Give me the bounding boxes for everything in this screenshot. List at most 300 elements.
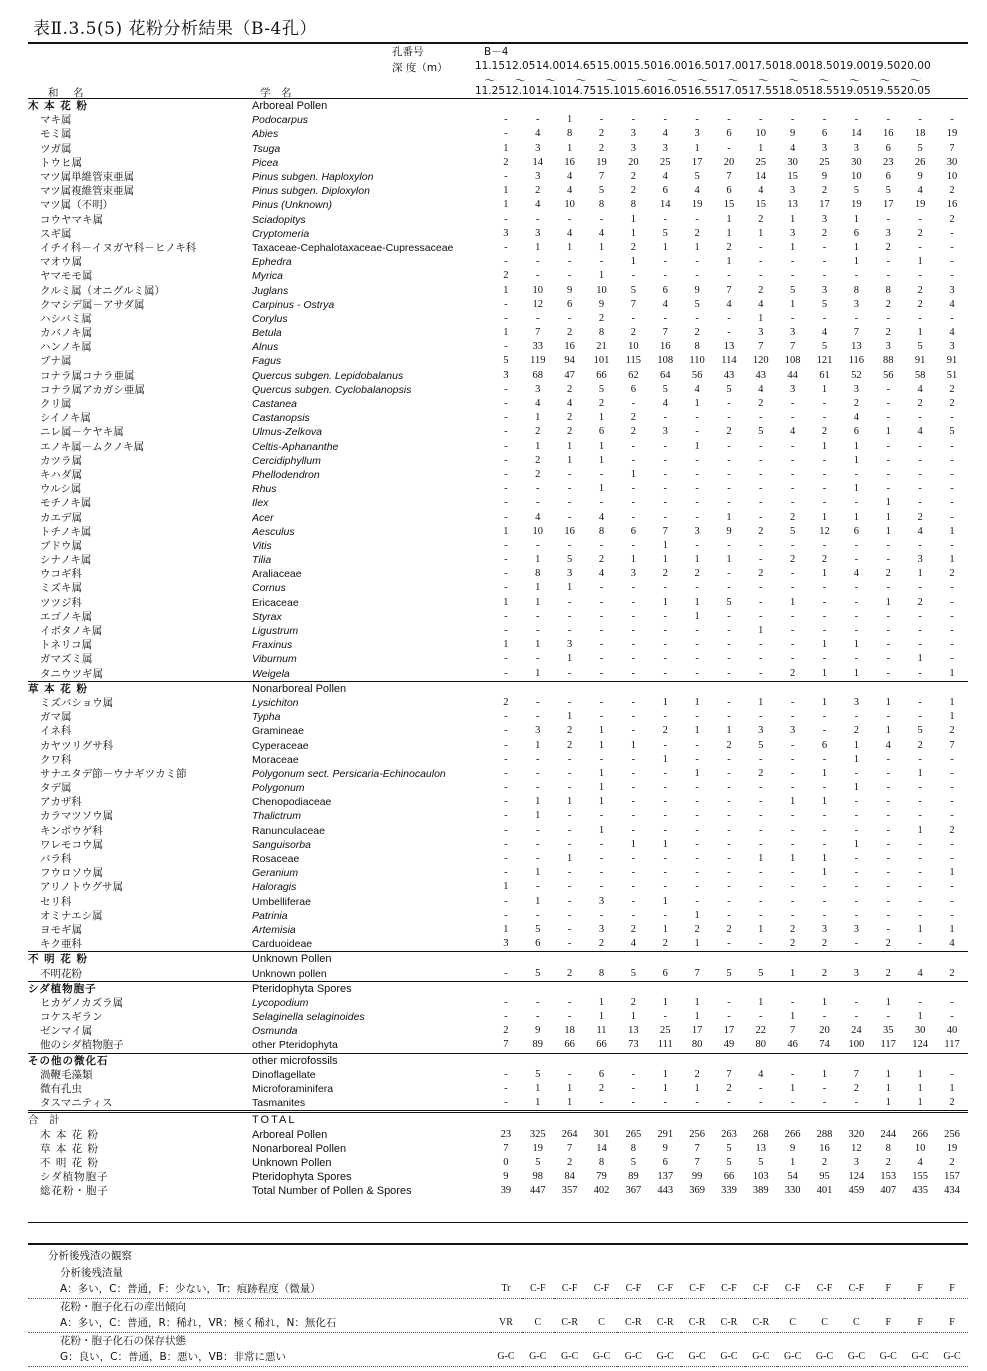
count-cell: - xyxy=(631,539,636,551)
count-cell: 2 xyxy=(694,227,700,239)
depth-tilde: ～ xyxy=(545,74,557,87)
count-cell: 266 xyxy=(912,1128,928,1140)
count-cell: - xyxy=(536,824,540,836)
count-cell: - xyxy=(918,853,922,865)
count-cell: 73 xyxy=(628,1039,639,1051)
count-cell: 39 xyxy=(500,1185,512,1197)
count-cell: - xyxy=(918,996,922,1008)
count-cell: 1 xyxy=(853,440,859,452)
depth-tilde: ～ xyxy=(514,74,526,87)
count-cell: - xyxy=(567,824,572,836)
japanese-name: フウロソウ属 xyxy=(40,867,103,880)
count-cell: - xyxy=(727,142,731,154)
count-cell: 1 xyxy=(662,539,668,551)
count-cell: - xyxy=(536,653,540,665)
residue-cell: G-C xyxy=(904,1349,936,1366)
count-cell: - xyxy=(599,667,604,679)
taxon-row xyxy=(28,425,968,439)
count-cell: - xyxy=(599,539,604,551)
count-cell: - xyxy=(822,539,827,551)
count-cell: 320 xyxy=(848,1128,865,1140)
count-cell xyxy=(490,952,522,967)
japanese-name: エゴノキ属 xyxy=(40,610,93,623)
count-cell: 1 xyxy=(949,923,955,935)
count-cell: 10 xyxy=(946,171,958,183)
count-cell: - xyxy=(663,440,667,452)
count-cell: - xyxy=(727,881,731,893)
count-cell: - xyxy=(567,696,572,708)
count-cell: 1 xyxy=(503,284,509,296)
count-cell: 49 xyxy=(723,1039,735,1051)
count-cell: - xyxy=(727,539,731,551)
count-cell: - xyxy=(790,838,795,850)
count-cell: 47 xyxy=(564,369,575,381)
count-cell: 1 xyxy=(567,241,573,253)
count-cell: 4 xyxy=(630,938,636,950)
count-cell: 2 xyxy=(917,596,923,608)
count-cell: 4 xyxy=(535,199,541,211)
count-cell: - xyxy=(504,454,508,466)
count-cell: 54 xyxy=(787,1171,798,1183)
count-cell: - xyxy=(663,256,667,268)
count-cell: - xyxy=(695,739,699,751)
count-cell: 268 xyxy=(752,1128,769,1140)
count-cell: 5 xyxy=(535,923,541,935)
japanese-name: タニウツギ属 xyxy=(40,667,103,680)
taxon-row xyxy=(28,326,968,340)
count-cell: - xyxy=(790,696,795,708)
count-cell: 4 xyxy=(790,426,796,438)
count-cell xyxy=(840,99,872,113)
count-cell: - xyxy=(790,996,795,1008)
count-cell: - xyxy=(918,440,922,452)
count-cell: 3 xyxy=(853,923,859,935)
count-cell xyxy=(586,1112,618,1128)
count-cell: 1 xyxy=(853,241,859,253)
scientific-name: Ligustrum xyxy=(252,625,299,638)
count-cell: 1 xyxy=(821,639,828,651)
count-cell: 99 xyxy=(691,1171,703,1183)
count-cell: - xyxy=(727,810,731,822)
count-cell: - xyxy=(504,725,508,737)
count-cell: 1 xyxy=(598,767,605,779)
count-cell: - xyxy=(759,596,763,608)
count-cell: 1 xyxy=(726,213,732,225)
scientific-name: Pteridophyta Spores xyxy=(252,1171,352,1184)
count-cell: 4 xyxy=(535,511,541,523)
count-cell: - xyxy=(663,867,667,879)
count-cell: - xyxy=(918,241,922,253)
count-cell xyxy=(904,1112,936,1128)
count-cell: 1 xyxy=(694,142,700,154)
taxon-row xyxy=(28,895,968,909)
count-cell: - xyxy=(631,725,636,737)
count-cell xyxy=(554,981,586,996)
count-cell: - xyxy=(504,909,508,921)
count-cell: - xyxy=(663,213,667,225)
count-cell: 2 xyxy=(630,241,636,253)
count-cell: - xyxy=(822,838,827,850)
count-cell: 35 xyxy=(882,1025,894,1037)
count-cell: 5 xyxy=(790,525,796,537)
count-cell: - xyxy=(504,511,508,523)
count-cell: 91 xyxy=(946,355,958,367)
taxon-row xyxy=(28,369,968,383)
count-cell: 1 xyxy=(567,796,573,808)
count-cell: - xyxy=(918,639,922,651)
taxon-row xyxy=(28,156,968,170)
count-cell: - xyxy=(663,1097,667,1109)
count-cell: - xyxy=(631,497,636,509)
count-cell: - xyxy=(695,483,699,495)
count-cell: 18 xyxy=(564,1025,575,1037)
residue-cell: Tr xyxy=(490,1281,522,1298)
count-cell: 459 xyxy=(848,1185,865,1197)
count-cell: - xyxy=(790,483,795,495)
count-cell: - xyxy=(950,539,954,551)
count-cell: 4 xyxy=(917,185,923,197)
count-cell: 2 xyxy=(949,185,955,197)
count-cell: 5 xyxy=(790,284,796,296)
count-cell: - xyxy=(950,996,954,1008)
count-cell: 6 xyxy=(726,128,732,140)
count-cell: - xyxy=(854,554,859,566)
japanese-name: アリノトウグサ属 xyxy=(40,881,124,894)
scientific-name: Geranium xyxy=(252,867,299,880)
scientific-name: Rhus xyxy=(252,483,277,496)
count-cell: 1 xyxy=(821,440,828,452)
scientific-name: Total Number of Pollen & Spores xyxy=(252,1185,412,1198)
count-cell: 2 xyxy=(821,967,828,979)
count-cell: - xyxy=(886,383,890,395)
depth-tilde: ～ xyxy=(849,74,861,87)
count-cell: 3 xyxy=(790,327,796,339)
scientific-name: Tilia xyxy=(252,554,272,567)
count-cell: 3 xyxy=(853,967,859,979)
count-cell: - xyxy=(504,625,508,637)
count-cell: - xyxy=(567,1011,572,1023)
count-cell: 157 xyxy=(944,1171,960,1183)
count-cell xyxy=(809,952,841,967)
count-cell: 61 xyxy=(819,369,830,381)
count-cell: 1 xyxy=(917,767,923,779)
count-cell: 1 xyxy=(662,895,668,907)
count-cell: 2 xyxy=(567,967,573,979)
count-cell xyxy=(554,99,586,113)
count-cell xyxy=(490,1112,522,1128)
count-cell: - xyxy=(695,711,699,723)
depth-from: 16.50 xyxy=(687,60,718,72)
taxon-row xyxy=(28,1096,968,1112)
count-cell: - xyxy=(567,881,572,893)
count-cell: 3 xyxy=(853,142,859,154)
count-cell: 3 xyxy=(949,284,955,296)
count-cell: 2 xyxy=(949,213,955,225)
count-cell: - xyxy=(504,312,508,324)
taxon-row xyxy=(28,113,968,127)
count-cell: 5 xyxy=(726,1156,732,1168)
count-cell: 2 xyxy=(630,426,636,438)
scientific-name: Podocarpus xyxy=(252,114,309,127)
count-cell: - xyxy=(822,711,827,723)
count-cell: 17 xyxy=(819,199,830,211)
count-cell: - xyxy=(567,996,572,1008)
count-cell: - xyxy=(536,909,540,921)
count-cell: 1 xyxy=(662,1083,668,1095)
count-cell: 1 xyxy=(885,696,891,708)
count-cell: - xyxy=(631,810,636,822)
count-cell xyxy=(522,99,554,113)
count-cell: 1 xyxy=(758,227,764,239)
count-cell: - xyxy=(918,213,922,225)
count-cell: - xyxy=(567,782,572,794)
count-cell: - xyxy=(918,312,922,324)
scientific-name: TOTAL xyxy=(252,1112,490,1128)
japanese-name: ミズキ属 xyxy=(40,582,82,595)
count-cell: - xyxy=(663,782,667,794)
count-cell: - xyxy=(790,114,795,126)
japanese-name: 木 本 花 粉 xyxy=(28,100,88,113)
count-cell: 1 xyxy=(758,923,764,935)
count-cell: - xyxy=(727,312,731,324)
taxon-row xyxy=(28,411,968,425)
count-cell: - xyxy=(504,114,508,126)
japanese-name: ニレ属－ケヤキ属 xyxy=(40,426,124,439)
count-cell: - xyxy=(504,810,508,822)
group-row xyxy=(28,1053,968,1068)
scientific-name: Sanguisorba xyxy=(252,838,311,851)
count-cell: - xyxy=(504,667,508,679)
count-cell: - xyxy=(950,1011,954,1023)
japanese-name: トウヒ属 xyxy=(40,156,82,169)
count-cell: - xyxy=(663,610,667,622)
count-cell: 1 xyxy=(885,596,891,608)
count-cell: 1 xyxy=(567,582,573,594)
taxon-row xyxy=(28,596,968,610)
count-cell: - xyxy=(918,625,922,637)
count-cell: - xyxy=(886,610,890,622)
count-cell: - xyxy=(886,782,890,794)
count-cell: 1 xyxy=(598,241,605,253)
count-cell: - xyxy=(567,867,572,879)
count-cell: - xyxy=(599,256,604,268)
taxon-row xyxy=(28,880,968,894)
scientific-name: Juglans xyxy=(252,284,289,297)
count-cell: - xyxy=(567,468,572,480)
count-cell: - xyxy=(695,838,699,850)
japanese-name: ワレモコウ属 xyxy=(40,838,103,851)
count-cell: - xyxy=(727,639,731,651)
count-cell: - xyxy=(759,895,763,907)
count-cell: 7 xyxy=(726,1068,732,1080)
japanese-name: スギ属 xyxy=(40,227,72,240)
count-cell: - xyxy=(950,895,954,907)
count-cell: - xyxy=(886,796,890,808)
count-cell: - xyxy=(759,824,763,836)
count-cell: - xyxy=(854,909,859,921)
count-cell: - xyxy=(854,497,859,509)
count-cell xyxy=(809,981,841,996)
taxon-row xyxy=(28,937,968,952)
scientific-name: Corylus xyxy=(252,312,288,325)
count-cell: 56 xyxy=(882,369,894,381)
count-cell: 89 xyxy=(628,1171,639,1183)
count-cell: 5 xyxy=(630,284,636,296)
count-cell: 2 xyxy=(821,227,828,239)
japanese-name: カラマツソウ属 xyxy=(40,810,114,823)
count-cell: 2 xyxy=(949,824,955,836)
count-cell: 7 xyxy=(662,525,668,537)
count-cell: 2 xyxy=(726,1083,732,1095)
japanese-name: サナエタデ節－ウナギツカミ節 xyxy=(40,767,187,780)
residue-cell: C-R xyxy=(649,1315,681,1332)
japanese-name: バラ科 xyxy=(40,853,72,866)
scientific-name: Tasmanites xyxy=(252,1097,306,1110)
count-cell: - xyxy=(759,782,763,794)
residue-title-row xyxy=(28,1265,968,1282)
count-cell: 2 xyxy=(917,739,923,751)
count-cell: 1 xyxy=(790,853,796,865)
count-cell: 6 xyxy=(598,1068,605,1080)
depth-from: 18.00 xyxy=(778,60,810,72)
count-cell: 16 xyxy=(564,156,575,168)
count-cell: - xyxy=(695,256,699,268)
depth-to: 14.10 xyxy=(535,85,566,97)
count-cell: 94 xyxy=(564,355,575,367)
count-cell: - xyxy=(727,767,731,779)
count-cell: 25 xyxy=(659,1025,671,1037)
count-cell: 7 xyxy=(726,284,732,296)
scientific-name: Lycopodium xyxy=(252,996,309,1009)
residue-cell: C-F xyxy=(649,1281,681,1298)
count-cell: 1 xyxy=(853,454,859,466)
residue-title: 分析後残渣量 xyxy=(60,1266,123,1279)
taxon-row xyxy=(28,696,968,710)
count-cell: 26 xyxy=(914,156,926,168)
japanese-name: クワ科 xyxy=(40,753,72,766)
residue-cell: C xyxy=(522,1315,554,1332)
count-cell: - xyxy=(886,909,890,921)
count-cell: - xyxy=(918,114,922,126)
count-cell: 1 xyxy=(949,525,955,537)
count-cell: 4 xyxy=(758,185,764,197)
count-cell: 1 xyxy=(821,1068,828,1080)
count-cell: 3 xyxy=(598,895,605,907)
count-cell: 1 xyxy=(917,256,923,268)
japanese-name: カバノキ属 xyxy=(40,327,93,340)
count-cell: - xyxy=(950,114,954,126)
count-cell: - xyxy=(950,767,954,779)
count-cell: - xyxy=(950,468,954,480)
count-cell: - xyxy=(822,312,827,324)
count-cell: 6 xyxy=(726,185,732,197)
count-cell: 1 xyxy=(567,454,573,466)
count-cell: 5 xyxy=(726,596,732,608)
count-cell: 1 xyxy=(630,213,636,225)
scientific-name: Cercidiphyllum xyxy=(252,454,321,467)
count-cell: 13 xyxy=(755,1142,767,1154)
count-cell: - xyxy=(886,625,890,637)
scientific-name: Pteridophyta Spores xyxy=(252,981,490,996)
count-cell: 1 xyxy=(567,1097,573,1109)
count-cell: - xyxy=(854,625,859,637)
count-cell: 7 xyxy=(853,327,859,339)
count-cell: - xyxy=(504,610,508,622)
count-cell: 1 xyxy=(567,114,573,126)
taxon-row xyxy=(28,553,968,567)
count-cell: - xyxy=(631,782,636,794)
count-cell: 111 xyxy=(657,1039,673,1051)
taxon-row xyxy=(28,852,968,866)
count-cell: - xyxy=(950,454,954,466)
count-cell: - xyxy=(663,497,667,509)
count-cell: - xyxy=(727,1097,731,1109)
count-cell: 1 xyxy=(758,142,764,154)
count-cell: 4 xyxy=(758,298,764,310)
count-cell: - xyxy=(918,753,922,765)
count-cell: 325 xyxy=(529,1128,546,1140)
count-cell: - xyxy=(950,511,954,523)
residue-cell: C xyxy=(809,1315,841,1332)
depth-from: 19.00 xyxy=(839,60,870,72)
count-cell: - xyxy=(727,270,731,282)
scientific-name: Styrax xyxy=(252,610,282,623)
count-cell: 1 xyxy=(726,511,732,523)
count-cell: 7 xyxy=(598,171,605,183)
count-cell: - xyxy=(822,596,827,608)
scientific-name: Alnus xyxy=(252,341,279,354)
count-cell: - xyxy=(759,256,763,268)
scientific-name: Aesculus xyxy=(252,525,295,538)
scientific-name: Betula xyxy=(252,327,282,340)
count-cell: 30 xyxy=(946,156,958,168)
count-cell: 16 xyxy=(946,199,958,211)
scientific-name: Rosaceae xyxy=(252,853,300,866)
count-cell: - xyxy=(631,398,636,410)
count-cell: - xyxy=(854,270,859,282)
count-cell: 2 xyxy=(790,923,796,935)
taxon-row xyxy=(28,127,968,141)
count-cell: - xyxy=(759,554,763,566)
count-cell xyxy=(681,952,713,967)
count-cell: 2 xyxy=(630,171,636,183)
count-cell: - xyxy=(727,483,731,495)
depth-to: 20.05 xyxy=(900,85,931,97)
count-cell: - xyxy=(599,696,604,708)
count-cell: 79 xyxy=(596,1171,607,1183)
count-cell: - xyxy=(854,468,859,480)
count-cell: 2 xyxy=(885,241,891,253)
count-cell: 1 xyxy=(662,241,668,253)
count-cell: - xyxy=(790,867,795,879)
count-cell: 10 xyxy=(851,171,862,183)
residue-cell: C xyxy=(840,1315,872,1332)
count-cell: 1 xyxy=(630,739,636,751)
scientific-name: Ilex xyxy=(252,497,269,510)
count-cell: 91 xyxy=(914,355,926,367)
count-cell: 2 xyxy=(503,156,509,168)
taxon-row xyxy=(28,923,968,937)
count-cell: 89 xyxy=(532,1039,544,1051)
residue-cell: C-F xyxy=(617,1281,649,1298)
count-cell xyxy=(713,681,745,696)
count-cell: - xyxy=(759,796,763,808)
count-cell xyxy=(904,1053,936,1068)
count-cell: - xyxy=(663,881,667,893)
count-cell: - xyxy=(950,582,954,594)
count-cell: - xyxy=(504,838,508,850)
count-cell: 1 xyxy=(694,1011,700,1023)
